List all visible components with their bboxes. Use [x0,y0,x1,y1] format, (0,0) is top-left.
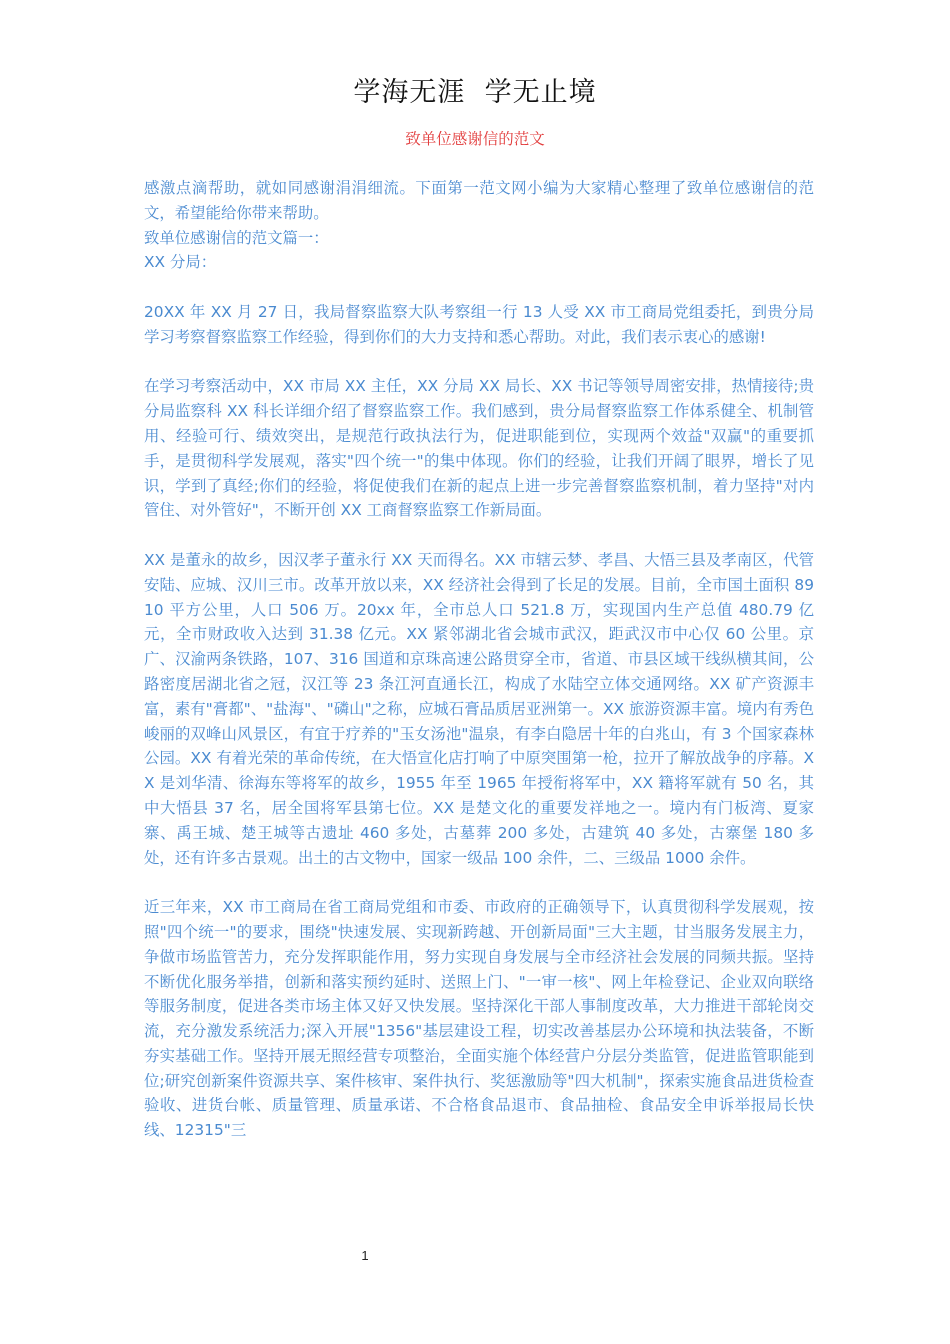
page-number: 1 [361,1248,369,1263]
body-paragraph-city-intro: XX 是董永的故乡，因汉孝子董永行 XX 天而得名。XX 市辖云梦、孝昌、大悟三县及孝南区，代管安陆、应城、汉川三市。改革开放以来，XX 经济社会得到了长足的发展。目前，全市国土面积 8910 平方公里，人口 506 万。20xx 年，全市总人口 521.8 万，实现国内生产总值 480.79 亿元，全市财政收入达到 31.38 亿元。XX 紧邻湖北省会城市武汉，距武汉市中心仅 60 公里。京广、汉渝两条铁路，107、316 国道和京珠高速公路贯穿全市，省道、市县区域干线纵横其间，公路密度居湖北省之冠，汉江等 23 条江河直通长江，构成了水陆空立体交通网络。XX 矿产资源丰富，素有"膏都"、"盐海"、"磷山"之称，应城石膏品质居亚洲第一。XX 旅游资源丰富。境内有秀色峻丽的双峰山风景区，有宜于疗养的"玉女汤池"温泉，有李白隐居十年的白兆山，有 3 个国家森林公园。XX 有着光荣的革命传统，在大悟宣化店打响了中原突围第一枪，拉开了解放战争的序幕。XX 是刘华清、徐海东等将军的故乡，1955 年至 1965 年授衔将军中，XX 籍将军就有 50 名，其中大悟县 37 名，居全国将军县第七位。XX 是楚文化的重要发祥地之一。境内有门板湾、夏家寨、禹王城、楚王城等古遗址 460 多处，古墓葬 200 多处，古建筑 40 多处，古寨堡 180 多处，还有许多古景观。出土的古文物中，国家一级品 100 余件，二、三级品 1000 余件。 [144,550,814,867]
document-body [144,176,814,1143]
body-paragraph-experience: 在学习考察活动中，XX 市局 XX 主任，XX 分局 XX 局长、XX 书记等领导周密安排，热情接待;贵分局监察科 XX 科长详细介绍了督察监察工作。我们感到，贵分局督察监察工作体系健全、机制管用、经验可行、绩效突出，是规范行政执法行为，促进职能到位，实现两个效益"双赢"的重要抓手，是贯彻科学发展观，落实"四个统一"的集中体现。你们的经验，让我们开阔了眼界，增长了见识，学到了真经;你们的经验，将促使我们在新的起点上进一步完善督察监察机制，着力坚持"对内管住、对外管好"，不断开创 XX 工商督察监察工作新局面。 [144,377,814,520]
page-header: 学海无涯 学无止境 [353,77,597,108]
body-paragraph-achievements: 近三年来，XX 市工商局在省工商局党组和市委、市政府的正确领导下，认真贯彻科学发展观，按照"四个统一"的要求，围绕"快速发展、实现新跨越、开创新局面"三大主题，甘当服务发展主力，争做市场监管苦力，充分发挥职能作用，努力实现自身发展与全市经济社会发展的同频共振。坚持不断优化服务举措，创新和落实预约延时、送照上门、"一审一核"、网上年检登记、企业双向联络等服务制度，促进各类市场主体又好又快发展。坚持深化干部人事制度改革，大力推进干部轮岗交流，充分激发系统活力;深入开展"1356"基层建设工程，切实改善基层办公环境和执法装备，不断夯实基础工作。坚持开展无照经营专项整治，全面实施个体经营户分层分类监管，促进监管职能到位;研究创新案件资源共享、案件核审、案件执行、奖惩激励等"四大机制"，探索实施食品进货检查验收、进货台帐、质量管理、质量承诺、不合格食品退市、食品抽检、食品安全申诉举报局长快线、12315"三 [144,898,814,1140]
body-paragraph-visit: 20XX 年 XX 月 27 日，我局督察监察大队考察组一行 13 人受 XX 市工商局党组委托，到贵分局学习考察督察监察工作经验，得到你们的大力支持和悉心帮助。对此，我们表示衷心的感谢! [144,302,814,346]
salutation: XX 分局： [144,253,217,272]
document-title: 致单位感谢信的范文 [405,130,545,148]
section-heading: 致单位感谢信的范文篇一： [144,228,329,247]
intro-paragraph: 感激点滴帮助，就如同感谢涓涓细流。下面第一范文网小编为大家精心整理了致单位感谢信的范文，希望能给你带来帮助。 [144,179,814,222]
